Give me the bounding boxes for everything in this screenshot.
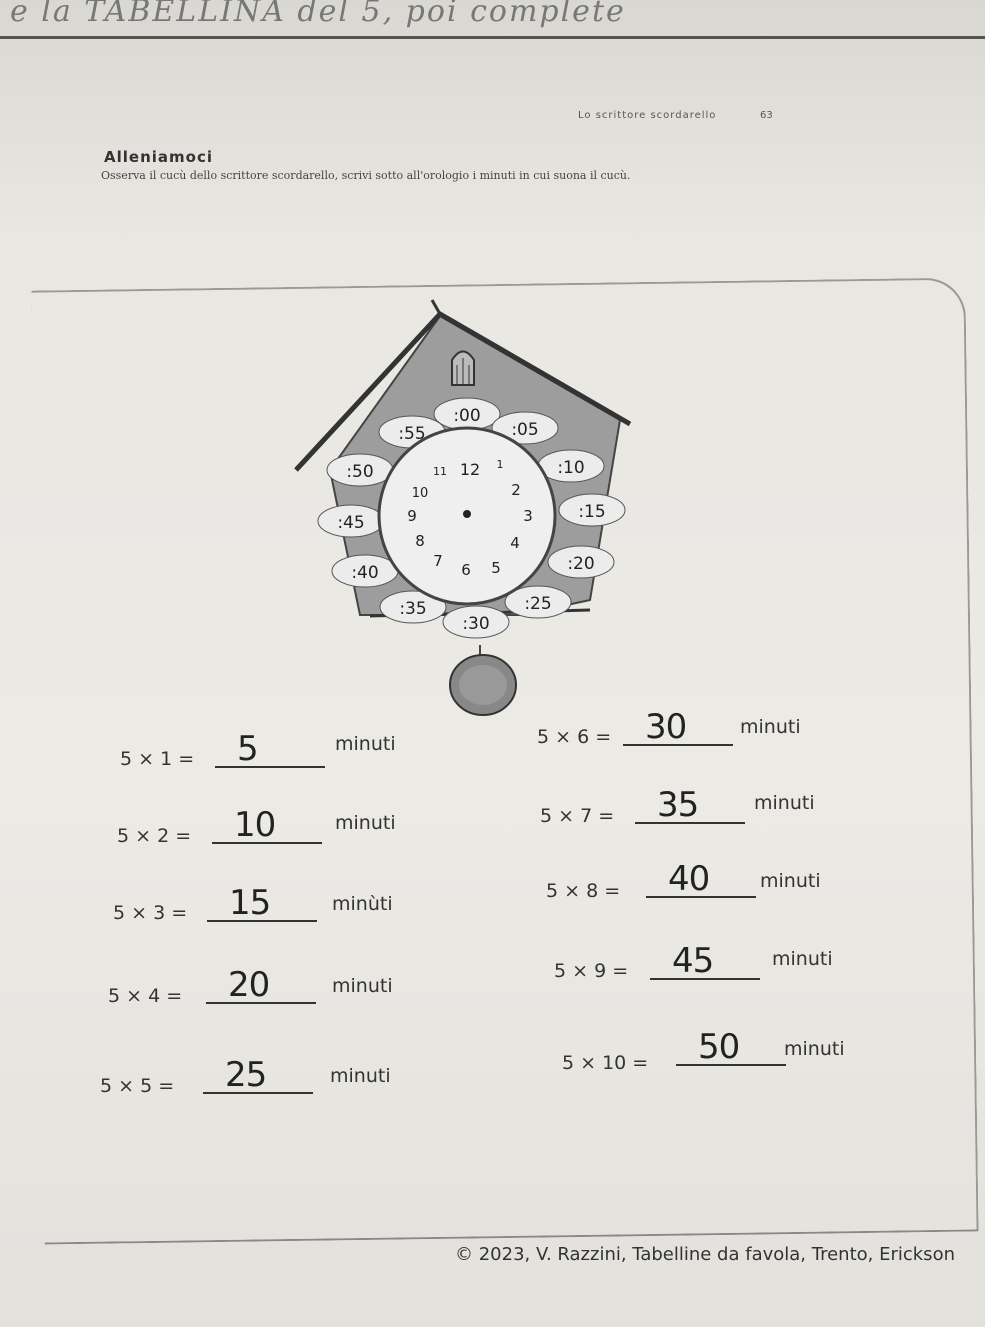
minute-label: :50 xyxy=(346,462,374,482)
equation-5x10: 5 × 10 = xyxy=(562,1052,649,1074)
answer-5x7: 35 xyxy=(635,788,745,824)
answer-5x10: 50 xyxy=(676,1030,786,1066)
unit-5x3: minùti xyxy=(332,893,393,915)
unit-5x4: minuti xyxy=(332,975,393,997)
unit-5x2: minuti xyxy=(335,812,396,834)
hour-number: 12 xyxy=(459,460,481,479)
equation-5x7: 5 × 7 = xyxy=(540,805,615,827)
equation-5x9: 5 × 9 = xyxy=(554,960,629,982)
hour-number: 7 xyxy=(433,552,443,570)
hour-number: 9 xyxy=(407,507,417,525)
answer-5x2: 10 xyxy=(212,808,322,844)
answer-5x5: 25 xyxy=(203,1058,313,1094)
minute-label: :10 xyxy=(557,458,585,478)
hour-number: 1 xyxy=(496,458,504,471)
unit-5x7: minuti xyxy=(754,792,815,814)
hour-number: 11 xyxy=(433,465,447,478)
hour-number: 6 xyxy=(461,561,471,579)
minute-label: :05 xyxy=(511,420,539,440)
equation-5x3: 5 × 3 = xyxy=(113,902,188,924)
hour-number: 2 xyxy=(511,481,521,499)
minute-label: :40 xyxy=(351,563,379,583)
equation-5x1: 5 × 1 = xyxy=(120,748,195,770)
hour-number: 10 xyxy=(411,486,429,501)
unit-5x9: minuti xyxy=(772,948,833,970)
unit-5x1: minuti xyxy=(335,733,396,755)
answer-5x3: 15 xyxy=(207,886,317,922)
pendulum xyxy=(450,645,516,715)
answer-5x6: 30 xyxy=(623,710,733,746)
answer-5x1: 5 xyxy=(215,732,325,768)
unit-5x6: minuti xyxy=(740,716,801,738)
minute-label: :20 xyxy=(567,554,595,574)
minute-label: :30 xyxy=(462,614,490,634)
handwritten-top-note: e la TABELLINA del 5, poi complete xyxy=(10,0,626,29)
answer-5x4: 20 xyxy=(206,968,316,1004)
hour-number: 5 xyxy=(491,559,501,577)
equation-5x8: 5 × 8 = xyxy=(546,880,621,902)
minute-label: :35 xyxy=(399,599,427,619)
page-number: 63 xyxy=(760,110,773,121)
unit-5x5: minuti xyxy=(330,1065,391,1087)
section-title: Alleniamoci xyxy=(104,148,213,166)
equation-5x6: 5 × 6 = xyxy=(537,726,612,748)
unit-5x8: minuti xyxy=(760,870,821,892)
page-header-author: Lo scrittore scordarello xyxy=(578,110,717,121)
instructions-text: Osserva il cucù dello scrittore scordarello, scrivi sotto all'orologio i minuti in cui suona il cucù. xyxy=(101,169,631,182)
equation-5x2: 5 × 2 = xyxy=(117,825,192,847)
equation-5x5: 5 × 5 = xyxy=(100,1075,175,1097)
answer-5x9: 45 xyxy=(650,944,760,980)
minute-label: :55 xyxy=(398,424,426,444)
answer-5x8: 40 xyxy=(646,862,756,898)
unit-5x10: minuti xyxy=(784,1038,845,1060)
hour-number: 3 xyxy=(523,507,533,525)
equation-5x4: 5 × 4 = xyxy=(108,985,183,1007)
minute-label: :25 xyxy=(524,594,552,614)
minute-label: :15 xyxy=(578,502,606,522)
copyright-footer: © 2023, V. Razzini, Tabelline da favola, Trento, Erickson xyxy=(455,1244,955,1265)
minute-label: :00 xyxy=(453,406,481,426)
hour-number: 4 xyxy=(510,534,520,552)
minute-label: :45 xyxy=(337,513,365,533)
hour-number: 8 xyxy=(415,532,425,550)
